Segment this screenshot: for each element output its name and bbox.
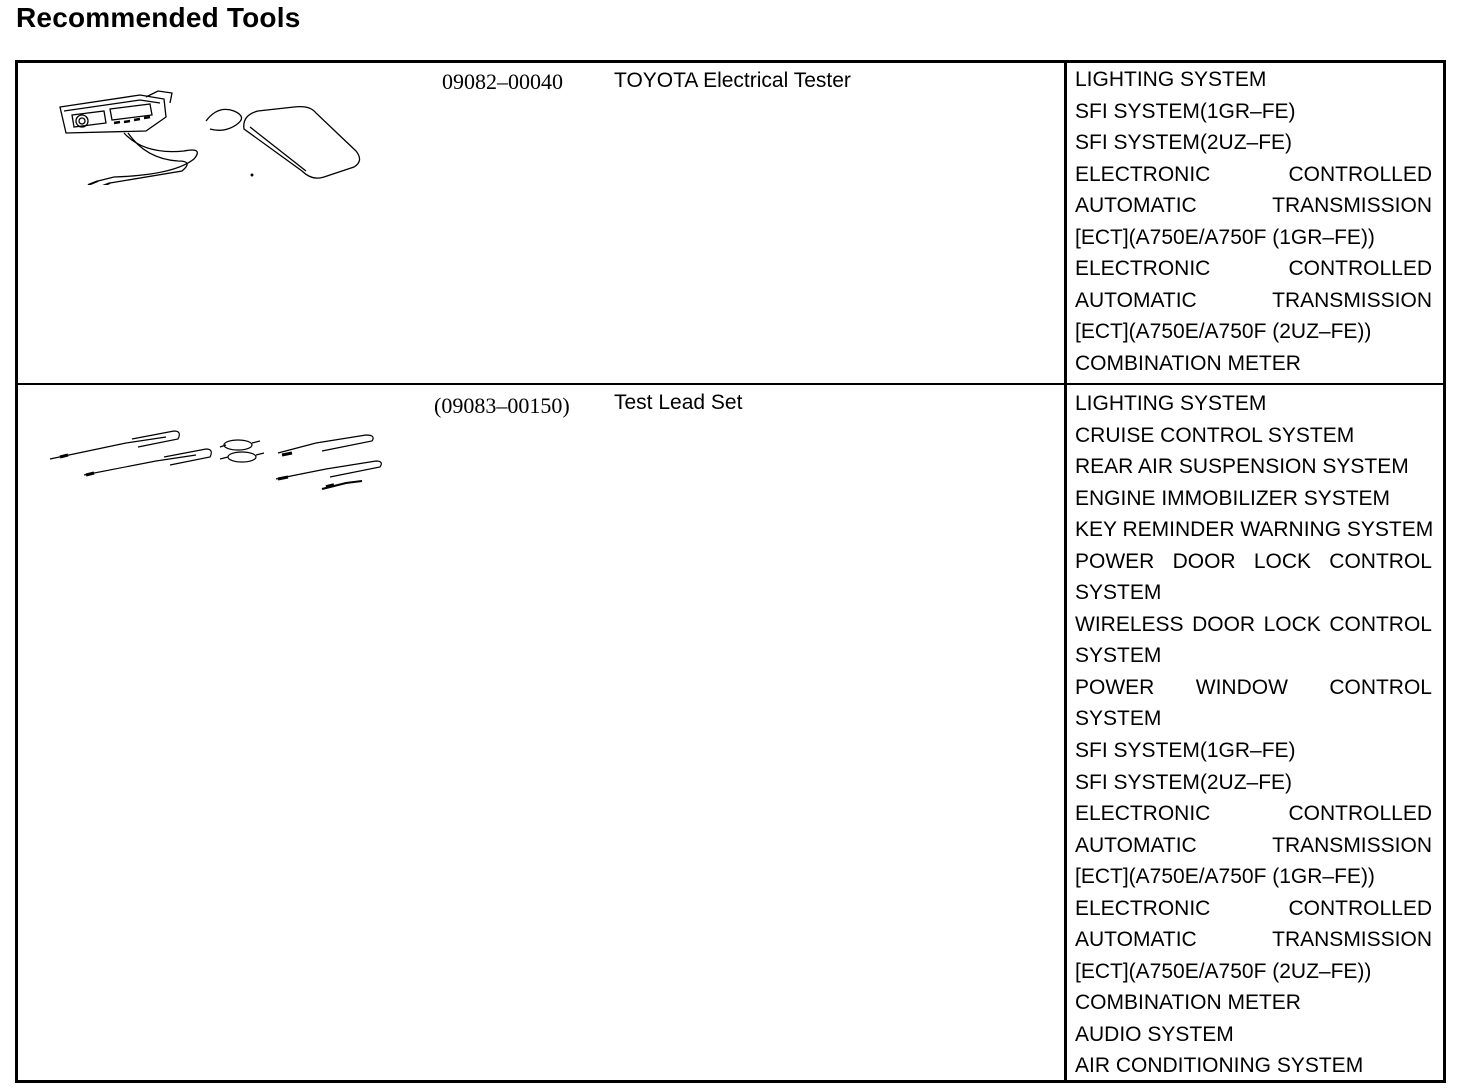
system-word: AUTOMATIC: [1075, 194, 1197, 218]
system-item: KEY REMINDER WARNING SYSTEM: [1075, 518, 1434, 542]
system-word: POWER: [1075, 675, 1155, 699]
system-item: SFI SYSTEM(2UZ–FE): [1075, 131, 1293, 155]
system-word: WIRELESS: [1075, 612, 1184, 636]
system-item-line: SYSTEM: [1075, 644, 1162, 668]
system-item-line: [1075, 798, 1432, 830]
table-row: [18, 385, 1443, 1080]
system-item-line: SYSTEM: [1075, 581, 1162, 605]
system-item-line: [ECT](A750E/A750F (2UZ–FE)): [1075, 959, 1372, 983]
system-item: LIGHTING SYSTEM: [1075, 392, 1267, 415]
tools-table: [15, 60, 1446, 1083]
system-word: LOCK: [1263, 612, 1321, 636]
system-item: [1075, 159, 1432, 254]
system-item: SFI SYSTEM(2UZ–FE): [1075, 770, 1293, 794]
system-word: TRANSMISSION: [1272, 288, 1432, 312]
system-item-line: [1075, 546, 1432, 578]
tool-name: TOYOTA Electrical Tester: [614, 69, 851, 92]
system-item: SFI SYSTEM(1GR–FE): [1075, 99, 1296, 123]
test-lead-set-icon: [46, 409, 386, 499]
part-number: 09082–00040: [442, 69, 563, 94]
system-item: COMBINATION METER: [1075, 991, 1301, 1015]
system-word: AUTOMATIC: [1075, 833, 1197, 857]
system-word: DOOR: [1172, 549, 1236, 573]
system-item: AIR CONDITIONING SYSTEM: [1075, 1054, 1364, 1078]
system-item: LIGHTING SYSTEM: [1075, 68, 1267, 91]
part-number: (09083–00150): [434, 393, 570, 418]
system-item-line: [ECT](A750E/A750F (1GR–FE)): [1075, 865, 1375, 889]
system-word: ELECTRONIC: [1075, 802, 1211, 826]
system-item: AUDIO SYSTEM: [1075, 1022, 1234, 1046]
system-item: COMBINATION METER: [1075, 351, 1301, 375]
system-word: WINDOW: [1195, 675, 1288, 699]
system-word: TRANSMISSION: [1272, 194, 1432, 218]
system-word: CONTROLLED: [1288, 162, 1432, 186]
system-item-line: [1075, 672, 1432, 704]
system-item: [1075, 546, 1432, 609]
system-item: [1075, 672, 1432, 735]
column-divider: [1064, 63, 1067, 383]
system-item: CRUISE CONTROL SYSTEM: [1075, 423, 1355, 447]
system-word: LOCK: [1253, 549, 1312, 573]
system-word: AUTOMATIC: [1075, 928, 1197, 952]
system-word: ELECTRONIC: [1075, 896, 1211, 920]
system-word: AUTOMATIC: [1075, 288, 1197, 312]
system-word: CONTROL: [1329, 675, 1432, 699]
system-word: TRANSMISSION: [1272, 928, 1432, 952]
system-item: SFI SYSTEM(1GR–FE): [1075, 739, 1296, 763]
system-word: CONTROL: [1329, 549, 1432, 573]
system-item-line: [1075, 159, 1432, 191]
system-item: [1075, 253, 1432, 348]
system-item: [1075, 609, 1432, 672]
system-word: DOOR: [1192, 612, 1256, 636]
system-item-line: [ECT](A750E/A750F (1GR–FE)): [1075, 225, 1375, 249]
system-item-line: [1075, 830, 1432, 862]
system-item: ENGINE IMMOBILIZER SYSTEM: [1075, 486, 1391, 510]
system-item: [1075, 893, 1432, 988]
tool-name: Test Lead Set: [614, 391, 743, 414]
applicable-systems: [1075, 388, 1432, 1082]
system-item-line: [1075, 609, 1432, 641]
system-item-line: [1075, 924, 1432, 956]
page-title: Recommended Tools: [16, 2, 301, 33]
system-item-line: [1075, 285, 1432, 317]
system-item: REAR AIR SUSPENSION SYSTEM: [1075, 455, 1409, 479]
system-word: ELECTRONIC: [1075, 162, 1211, 186]
table-row: [18, 63, 1443, 385]
system-word: POWER: [1075, 549, 1155, 573]
column-divider: [1064, 385, 1067, 1080]
system-item-line: [ECT](A750E/A750F (2UZ–FE)): [1075, 320, 1372, 344]
system-word: CONTROL: [1329, 612, 1432, 636]
system-item-line: [1075, 190, 1432, 222]
system-word: CONTROLLED: [1288, 802, 1432, 826]
electrical-tester-icon: [54, 85, 374, 185]
system-word: CONTROLLED: [1288, 257, 1432, 281]
system-item-line: [1075, 253, 1432, 285]
applicable-systems: [1075, 64, 1432, 379]
system-item-line: [1075, 893, 1432, 925]
system-word: TRANSMISSION: [1272, 833, 1432, 857]
system-word: CONTROLLED: [1288, 896, 1432, 920]
system-word: ELECTRONIC: [1075, 257, 1211, 281]
system-item: [1075, 798, 1432, 893]
system-item-line: SYSTEM: [1075, 707, 1162, 731]
